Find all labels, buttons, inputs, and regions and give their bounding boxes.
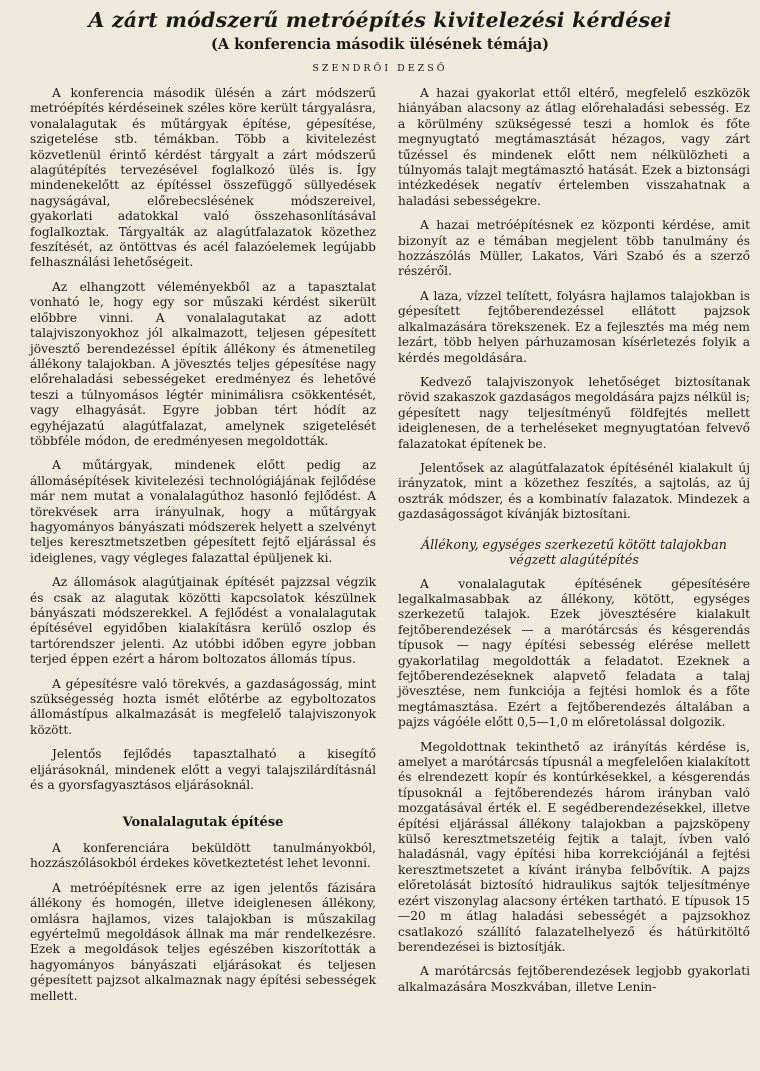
- article-title: A zárt módszerű metróépítés kivitelezési kérdései: [88, 8, 672, 32]
- paragraph: A metróépítésnek erre az igen jelentős fázisára állékony és homogén, illetve ideiglenesen állékony, omlásra hajlamos, vizes talajokban is műszakilag egyértelmű megoldások állnak ma már rendelkezésre. Ezek a megoldások teljes egészében kiszorították a hagyományos bányászati eljárásokat és teljesen gépesített pajzsot alkalmaznak nagy építési sebességek mellett.: [30, 880, 376, 1003]
- paragraph: Az elhangzott véleményekből az a tapasztalat vonható le, hogy egy sor műszaki kérdést sikerült előbbre vinni. A vonalalagutakat az adott talajviszonyokhoz jól alkalmazott, teljesen gépesített jövesztő berendezéssel építik állékony és átmenetileg állékony talajokban. A jövesztés teljes gépesítése nagy előrehaladási sebességeket eredményez és lehetővé teszi a túlnyomásos légtér minimálisra csökkentését, vagy elhagyását. Egyre jobban tért hódít az egyhéjazatú alagútfalazat, amelynek szigetelését többféle módon, de eredményesen megoldották.: [30, 279, 376, 448]
- section-heading: Vonalalagutak építése: [122, 815, 284, 831]
- paragraph: Kedvező talajviszonyok lehetőséget biztosítanak rövid szakaszok gazdaságos megoldására pajzs nélkül is; gépesített nagy teljesítményű földfejtés mellett ideiglenesen, de a terheléseket megnyugtatóan felvevő falazatokat építenek be.: [398, 374, 750, 451]
- right-column: [398, 86, 750, 1004]
- paragraph: Az állomások alagútjainak építését pajzzsal végzik és csak az alagutak közötti kapcsolatok készülnek bányászati módszerekkel. A fejlődést a vonalalagutak építésével egyidőben kialakításra kerülő oszlop és tartórendszer jelenti. Az utóbbi időben egyre jobban terjed éppen ezért a három boltozatos állomás típus.: [30, 575, 376, 667]
- paragraph: A gépesítésre való törekvés, a gazdaságosság, mint szükségesség hozta ismét előtérbe az egyboltozatos állomástípus alkalmazását is megfelelő talajviszonyok között.: [30, 676, 376, 737]
- paragraph: A műtárgyak, mindenek előtt pedig az állomásépítések kivitelezési technológiájának fejlődése már nem mutat a vonalalagúthoz hasonló fejlődést. A törekvések arra irányulnak, hogy a műtárgyak hagyományos bányászati módszerek helyett a szelvényt teljes keresztmetszetben gépesített fejtő eljárással és ideiglenes, vagy végleges falazattal épüljenek ki.: [30, 458, 376, 565]
- paragraph: A vonalalagutak építésének gépesítésére legalkalmasabbak az állékony, kötött, egységes szerkezetű talajok. Ezek jövesztésére kialakult fejtőberendezések — a marótárcsás és késgerendás típusok — nagy építési sebesség elérése mellett gyakorlatilag megoldották a feladatot. Ezeknek a fejtőberendezéseknek alapvető feladata a talaj jövesztése, nem funkciója a fejtési homlok és a főte megtámasztása. Ezért a fejtőberendezés általában a pajzs vágóéle előtt 0,5—1,0 m előretolással dolgozik.: [398, 576, 750, 730]
- paragraph: A konferencia második ülésén a zárt módszerű metróépítés kérdéseinek széles köre került tárgyalásra, vonalalagutak és műtárgyak építése, gépesítése, szigetelése stb. témákban. Több a kivitelezést közvetlenül érintő kérdést tárgyalt a zárt módszerű alagútépítés tervezésével foglalkozó ülés is. Így mindenekelőtt az építéssel összefüggő süllyedések nagyságával, előrebecslésének módszereivel, gyakorlati adatokkal való összehasonlításával foglalkoztak. Tárgyalták az alagútfalazatok közethez feszítését, az öntöttvas és acél falazóelemek legújabb felhasználási lehetőségeit.: [30, 86, 376, 270]
- article-author: SZENDRŐI DEZSŐ: [312, 63, 448, 74]
- paragraph: A hazai metróépítésnek ez központi kérdése, amit bizonyít az e témában megjelent több tanulmány és hozzászólás Müller, Lakatos, Vári Szabó és a szerző részéről.: [398, 218, 750, 279]
- section-heading: Állékony, egységes szerkezetű kötött talajokban végzett alagútépítés: [421, 536, 727, 567]
- article-subtitle: (A konferencia második ülésének témája): [210, 36, 550, 53]
- paragraph: A laza, vízzel telített, folyásra hajlamos talajokban is gépesített fejtőberendezéssel ellátott pajzsok alkalmazására törekszenek. Ez a fejlesztés ma még nem lezárt, több helyen párhuzamosan kísérletezés folyik a kérdés megoldására.: [398, 288, 750, 365]
- paragraph: A hazai gyakorlat ettől eltérő, megfelelő eszközök hiányában alacsony az átlag előrehaladási sebesség. Ez a körülmény szükségessé teszi a homlok és főte megnyugtató megtámasztását hézagos, vagy zárt tűzéssel és mindenek előtt nem nélkülözheti a túlnyomás talajt megtámasztó hatását. Ezek a biztonsági intézkedések negatív értelemben visszahatnak a haladási sebességekre.: [398, 86, 750, 208]
- paragraph: A konferenciára beküldött tanulmányokból, hozzászólásokból érdekes következtetést lehet levonni.: [30, 840, 376, 871]
- left-column: [30, 86, 376, 1013]
- paragraph: Jelentősek az alagútfalazatok építésénél kialakult új irányzatok, mint a közethez feszítés, a sajtolás, az új osztrák módszer, és a kombinatív falazatok. Mindezek a gazdaságosságot kívánják biztosítani.: [398, 460, 750, 522]
- paragraph: A marótárcsás fejtőberendezések legjobb gyakorlati alkalmazására Moszkvában, illetve Lenin-: [398, 964, 750, 994]
- paragraph: Jelentős fejlődés tapasztalható a kisegítő eljárásoknál, mindenek előtt a vegyi talajszilárdításnál és a gyorsfagyasztásos eljárásoknál.: [30, 747, 376, 793]
- paragraph: Megoldottnak tekinthető az irányítás kérdése is, amelyet a marótárcsás típusnál a megfelelően kialakított és elrendezett kopír és kontúrkésekkel, a késgerendás típusoknál a fejtőberendezés három irányban való mozgatásával érték el. E segédberendezésekkel, illetve építési eljárással állékony talajokban a pajzsköpeny külső keresztmetszetéig fejtik a talajt, ívben való haladásnál, vagy építési hiba korrekciójánál a fejtési keresztmetszetet a kívánt irányba felbővítik. A pajzs előretolását biztosító hidraulikus sajtók teljesítménye ezért viszonylag alacsony értéken tartható. E típusok 15—20 m átlag haladási sebességét a pajzsokhoz csatlakozó szállító falazatelhelyező és hátürkitöltő berendezései is biztosítják.: [398, 739, 750, 954]
